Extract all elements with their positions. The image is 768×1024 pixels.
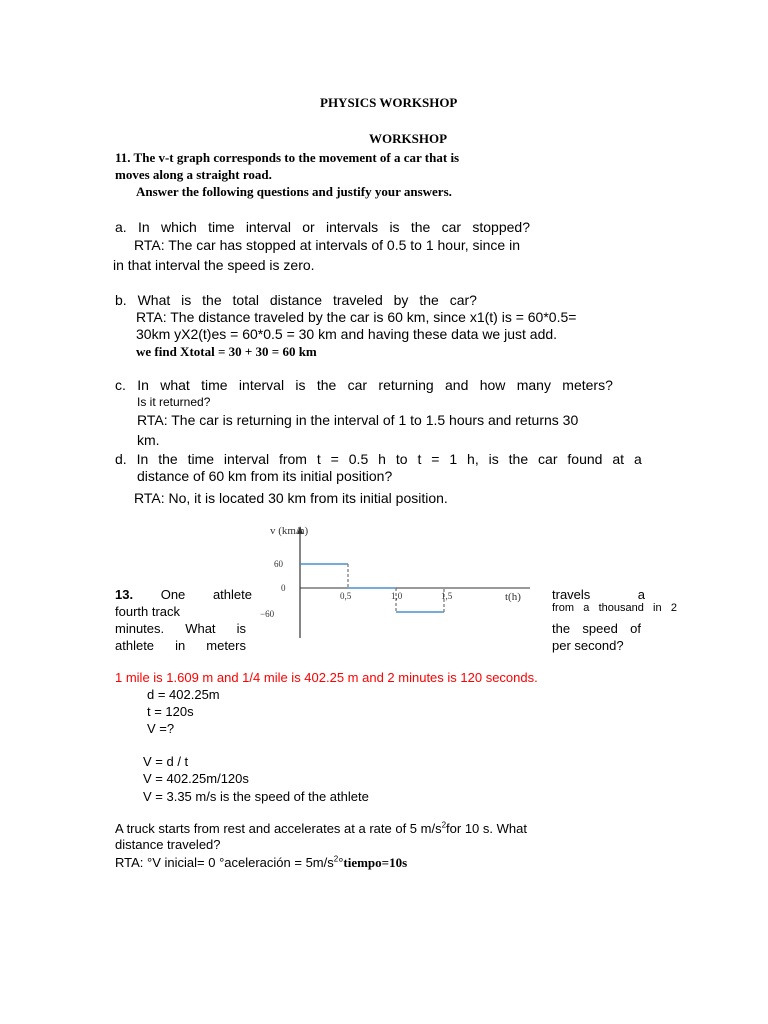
word: is xyxy=(389,219,400,235)
truck-answer xyxy=(115,855,407,871)
word: of xyxy=(630,621,641,636)
q13-right-line3 xyxy=(552,621,641,636)
answer-c-line2: km. xyxy=(137,432,160,448)
q13-right-line1 xyxy=(552,587,645,602)
word: the xyxy=(202,292,222,308)
unknown-velocity: V =? xyxy=(147,721,175,736)
word: = xyxy=(431,451,440,467)
word: the xyxy=(552,621,571,636)
text-bold: tiempo=10s xyxy=(343,855,408,870)
word: a xyxy=(583,602,590,614)
text: ° xyxy=(338,855,344,870)
word: the xyxy=(316,377,337,393)
word: In xyxy=(136,451,149,467)
word: interval xyxy=(223,451,270,467)
word: b. xyxy=(115,292,127,308)
superscript: 2 xyxy=(333,854,339,864)
q13-left-line2: fourth track xyxy=(115,604,181,619)
question-d xyxy=(115,451,642,467)
word: car? xyxy=(449,292,477,308)
y-axis-label: v (km/h) xyxy=(270,525,309,537)
word: car xyxy=(538,451,558,467)
word: One xyxy=(160,587,186,602)
word: stopped? xyxy=(472,219,530,235)
word: athlete xyxy=(212,587,252,602)
word: minutes. xyxy=(115,621,165,636)
given-distance: d = 402.25m xyxy=(147,687,220,702)
word: h xyxy=(378,451,386,467)
word: found xyxy=(567,451,603,467)
word: car xyxy=(347,377,368,393)
word: travels xyxy=(552,587,591,602)
word: is xyxy=(488,451,499,467)
word: is xyxy=(295,377,306,393)
answer-b-line2: 30km yX2(t)es = 60*0.5 = 30 km and having these data we just add. xyxy=(136,326,558,342)
text: RTA: °V inicial= 0 °aceleración = 5m/s xyxy=(115,855,334,870)
answer-b-line1: RTA: The distance traveled by the car is 60 km, since x1(t) is = 60*0.5= xyxy=(136,309,577,325)
word: how xyxy=(479,377,506,393)
word: the xyxy=(419,292,439,308)
word: the xyxy=(410,219,431,235)
word: time xyxy=(201,377,228,393)
x-tick-label: 1,5 xyxy=(441,591,453,601)
result: V = 3.35 m/s is the speed of the athlete xyxy=(143,789,369,804)
y-tick-label: 0 xyxy=(281,583,286,593)
word: interval xyxy=(245,219,291,235)
word: meters xyxy=(206,638,246,653)
q13-number: 13. xyxy=(115,587,134,602)
word: from xyxy=(278,451,307,467)
truck-question-line1 xyxy=(115,821,527,836)
x-axis-label: t(h) xyxy=(505,591,521,603)
superscript: 2 xyxy=(441,820,447,830)
y-tick-label: −60 xyxy=(260,609,275,619)
word: many xyxy=(516,377,551,393)
word: and xyxy=(445,377,469,393)
answer-d: RTA: No, it is located 30 km from its initial position. xyxy=(134,490,448,506)
word: a. xyxy=(115,219,127,235)
word: time xyxy=(208,219,235,235)
word: traveled xyxy=(332,292,383,308)
formula: V = d / t xyxy=(143,754,189,769)
word: meters? xyxy=(562,377,613,393)
word: or xyxy=(302,219,315,235)
word: total xyxy=(232,292,259,308)
word: thousand xyxy=(598,602,644,614)
word: at xyxy=(612,451,625,467)
axes xyxy=(297,526,530,638)
truck-question-line2: distance traveled? xyxy=(115,837,221,852)
word: a xyxy=(633,451,642,467)
word: t xyxy=(316,451,321,467)
answer-a-line1: RTA: The car has stopped at intervals of 0.5 to 1 hour, since in xyxy=(134,237,520,253)
word: car xyxy=(441,219,462,235)
answer-c-line1: RTA: The car is returning in the interval of 1 to 1.5 hours and returns 30 xyxy=(137,412,579,428)
word: returning xyxy=(378,377,434,393)
word: which xyxy=(160,219,197,235)
word: c. xyxy=(115,377,126,393)
text: A truck starts from rest and accelerates at a rate of 5 m/s xyxy=(115,821,442,836)
q13-left-line4 xyxy=(115,638,246,653)
q11-instructions: Answer the following questions and justify your answers. xyxy=(136,184,452,199)
y-tick-label: 60 xyxy=(274,559,283,569)
word: t xyxy=(417,451,422,467)
question-a xyxy=(115,219,530,235)
q13-right-line2 xyxy=(552,602,677,614)
page-title: PHYSICS WORKSHOP xyxy=(320,95,458,110)
word: interval xyxy=(238,377,285,393)
word: in xyxy=(653,602,662,614)
word: In xyxy=(137,219,150,235)
word: by xyxy=(393,292,409,308)
word: athlete xyxy=(115,638,155,653)
word: from xyxy=(552,602,574,614)
word: is xyxy=(181,292,192,308)
word: 2 xyxy=(670,602,677,614)
word: In xyxy=(137,377,149,393)
word: to xyxy=(395,451,408,467)
given-time: t = 120s xyxy=(147,704,194,719)
substitution: V = 402.25m/120s xyxy=(143,771,249,786)
word: time xyxy=(187,451,215,467)
word: speed xyxy=(582,621,618,636)
answer-b-line3: we find Xtotal = 30 + 30 = 60 km xyxy=(136,344,317,359)
word: in xyxy=(175,638,186,653)
x-tick-label: 1,0 xyxy=(391,591,403,601)
word: 1 xyxy=(449,451,458,467)
question-c xyxy=(115,377,613,393)
answer-a-line2: in that interval the speed is zero. xyxy=(113,257,315,273)
word: the xyxy=(158,451,178,467)
question-b xyxy=(115,292,477,308)
word: What xyxy=(185,621,216,636)
conversion-note: 1 mile is 1.609 m and 1/4 mile is 402.25 m and 2 minutes is 120 seconds. xyxy=(115,670,538,685)
word: what xyxy=(160,377,190,393)
x-tick-label: 0,5 xyxy=(340,591,352,601)
q13-left-line3 xyxy=(115,621,246,636)
q13-right-line4: per second? xyxy=(552,638,624,653)
q13-left-line1 xyxy=(115,587,252,602)
text: for 10 s. What xyxy=(446,821,527,836)
word: distance xyxy=(269,292,323,308)
word: h, xyxy=(467,451,479,467)
question-c-line2: Is it returned? xyxy=(137,395,211,409)
question-d-line2: distance of 60 km from its initial position? xyxy=(137,468,393,484)
vt-graph xyxy=(255,520,540,645)
word: 0.5 xyxy=(348,451,369,467)
q11-line2: moves along a straight road. xyxy=(115,167,272,182)
word: is xyxy=(236,621,246,636)
word: = xyxy=(330,451,339,467)
word: d. xyxy=(115,451,127,467)
page-subtitle: WORKSHOP xyxy=(369,131,448,146)
word: What xyxy=(137,292,171,308)
word: a xyxy=(637,587,645,602)
word: intervals xyxy=(326,219,379,235)
word: the xyxy=(508,451,529,467)
q11-line1: 11. The v-t graph corresponds to the movement of a car that is xyxy=(115,150,460,165)
